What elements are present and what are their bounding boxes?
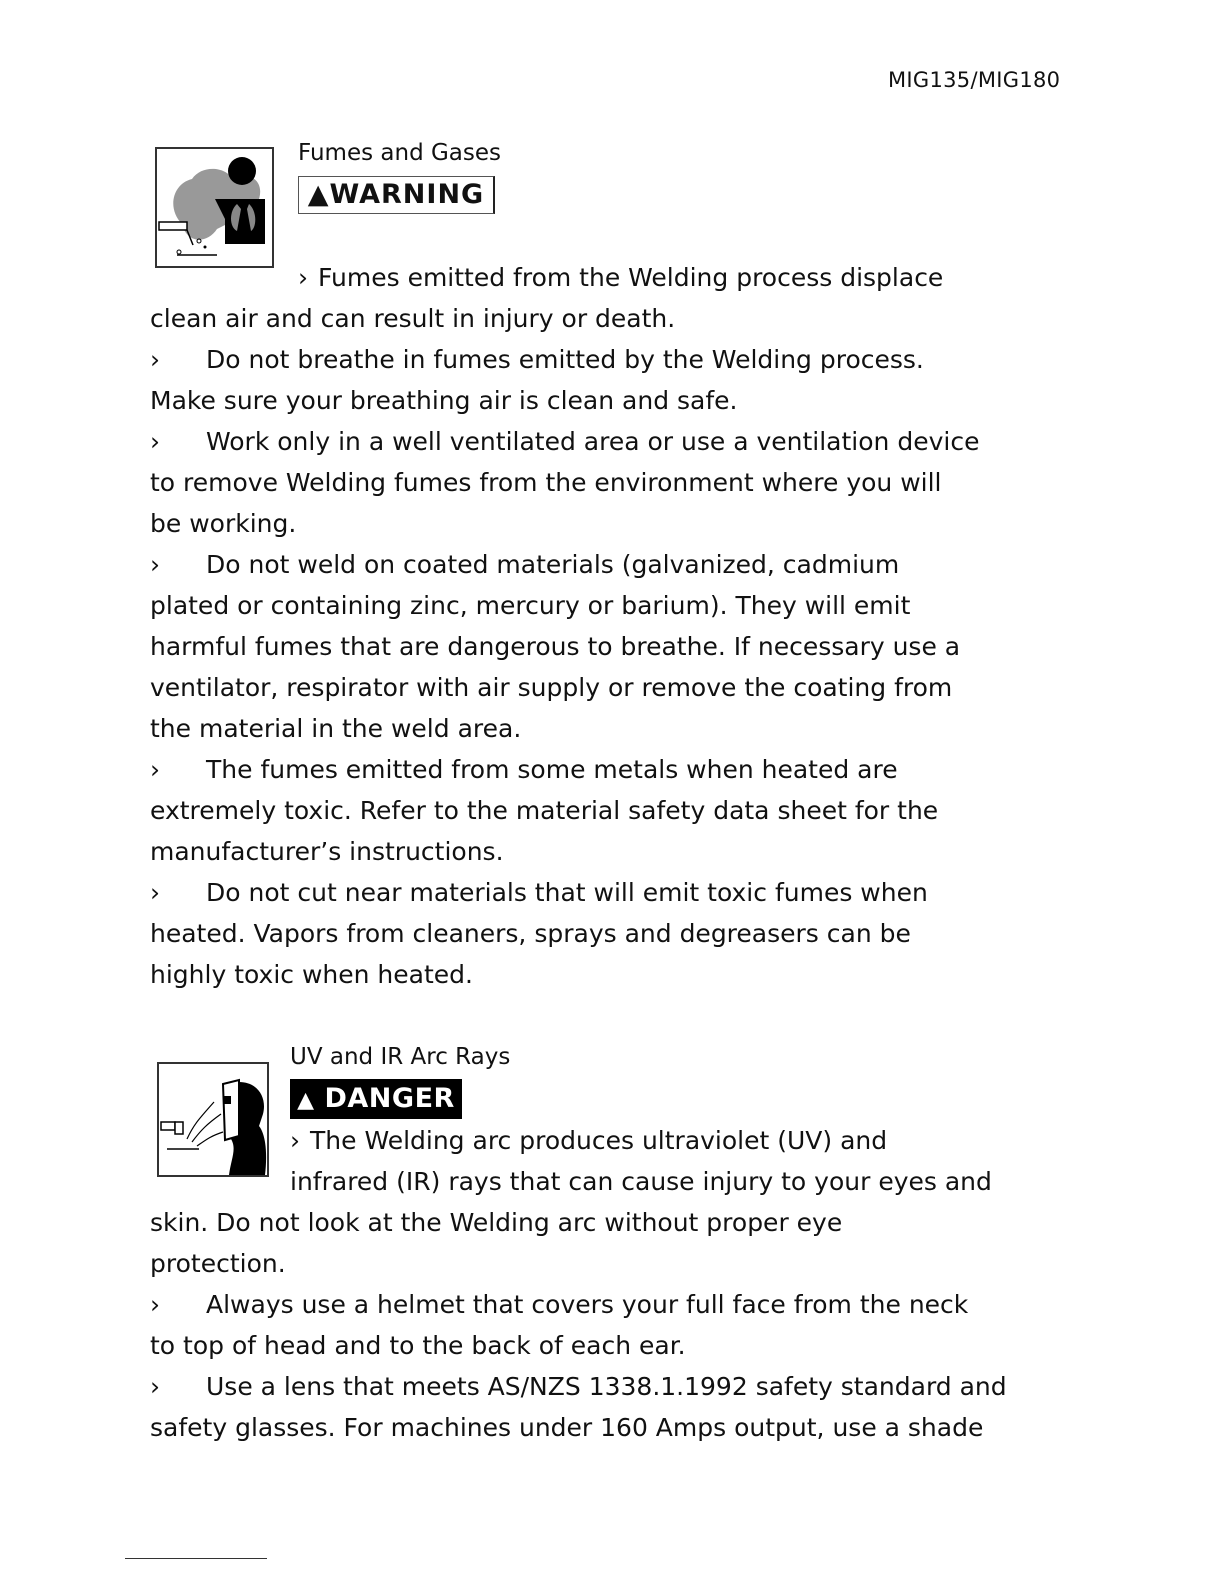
body-text-line: infrared (IR) rays that can cause injury to your eyes and [290,1167,992,1196]
body-text-line: ventilator, respirator with air supply or remove the coating from [150,673,953,702]
bullet-text-line: Use a lens that meets AS/NZS 1338.1.1992 safety standard and [206,1372,1007,1401]
fumes-inhalation-icon [155,147,274,268]
body-text-line: highly toxic when heated. [150,960,473,989]
bullet-text-line: The fumes emitted from some metals when heated are [206,755,898,784]
section-title-uv: UV and IR Arc Rays [290,1044,511,1070]
bullet-text-line: Always use a helmet that covers your full face from the neck [206,1290,969,1319]
footnote-rule [125,1558,267,1559]
arc-rays-helmet-icon [157,1062,269,1177]
body-text-line: heated. Vapors from cleaners, sprays and degreasers can be [150,919,911,948]
body-text-line: extremely toxic. Refer to the material safety data sheet for the [150,796,939,825]
bullet-marker: › [150,755,160,784]
body-text-line: skin. Do not look at the Welding arc without proper eye [150,1208,843,1237]
bullet-marker: › [298,263,308,292]
body-text-line: manufacturer’s instructions. [150,837,504,866]
body-text-line: to remove Welding fumes from the environment where you will [150,468,942,497]
bullet-marker: › [150,1290,160,1319]
bullet-text-line: Work only in a well ventilated area or use a ventilation device [206,427,980,456]
warning-badge [298,176,495,214]
bullet-text-line: Do not breathe in fumes emitted by the Welding process. [206,345,924,374]
warning-triangle-icon: ▲ [297,1088,315,1113]
bullet-marker: › [290,1126,300,1155]
body-text-line: be working. [150,509,297,538]
bullet-marker: › [150,427,160,456]
body-text-line: protection. [150,1249,286,1278]
warning-badge-label: WARNING [329,179,485,210]
bullet-text-line: The Welding arc produces ultraviolet (UV) and [310,1126,888,1155]
body-text-line: Make sure your breathing air is clean and safe. [150,386,738,415]
warning-triangle-icon: ▲ [307,179,330,210]
bullet-marker: › [150,550,160,579]
document-header-model: MIG135/MIG180 [888,68,1061,92]
bullet-text-line: Fumes emitted from the Welding process displace [318,263,944,292]
bullet-text-line: Do not cut near materials that will emit toxic fumes when [206,878,928,907]
body-text-line: safety glasses. For machines under 160 Amps output, use a shade [150,1413,984,1442]
section-title-fumes: Fumes and Gases [298,140,502,166]
bullet-text-line: Do not weld on coated materials (galvanized, cadmium [206,550,900,579]
body-text-line: plated or containing zinc, mercury or barium). They will emit [150,591,911,620]
body-text-line: to top of head and to the back of each ear. [150,1331,686,1360]
danger-badge [290,1079,462,1119]
bullet-marker: › [150,878,160,907]
bullet-marker: › [150,1372,160,1401]
body-text-line: harmful fumes that are dangerous to breathe. If necessary use a [150,632,961,661]
body-text-line: clean air and can result in injury or death. [150,304,676,333]
bullet-marker: › [150,345,160,374]
body-text-line: the material in the weld area. [150,714,522,743]
danger-badge-label: DANGER [324,1083,455,1114]
